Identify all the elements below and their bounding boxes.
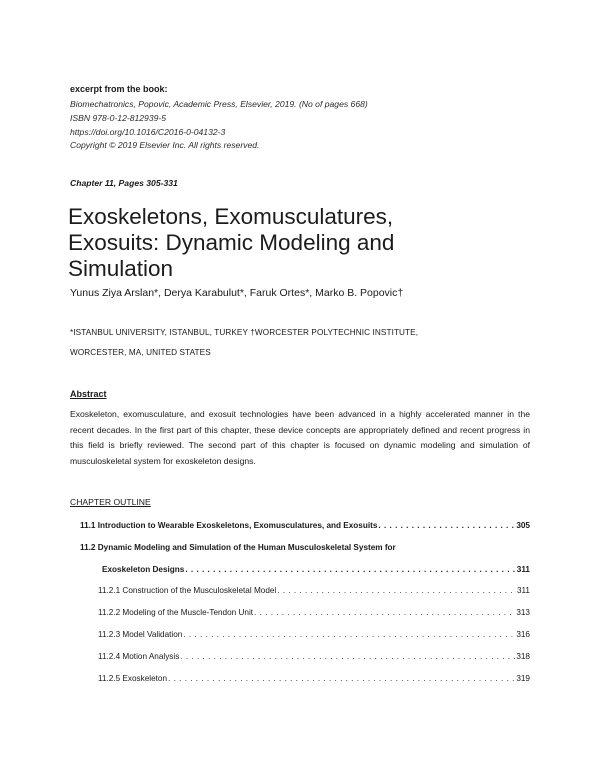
- toc-leader: [378, 521, 515, 530]
- abstract-heading: Abstract: [70, 389, 107, 399]
- toc-entry-11-2-3[interactable]: [98, 630, 530, 639]
- title-line-3: Simulation: [68, 256, 174, 281]
- toc-leader: [180, 652, 515, 661]
- toc-label: 11.2.3 Model Validation: [98, 630, 183, 639]
- toc-page: 311: [516, 586, 530, 595]
- toc-label: 11.2.4 Motion Analysis: [98, 652, 180, 661]
- toc-label: 11.2.1 Construction of the Musculoskeletal Model: [98, 586, 277, 595]
- toc-page: 311: [516, 565, 530, 574]
- authors: Yunus Ziya Arslan*, Derya Karabulut*, Faruk Ortes*, Marko B. Popovic†: [70, 287, 404, 299]
- toc-label: Exoskeleton Designs: [102, 565, 185, 574]
- toc-entry-11-2-5[interactable]: [98, 674, 530, 683]
- title-line-2: Exosuits: Dynamic Modeling and: [68, 230, 395, 255]
- affiliation-line-2: WORCESTER, MA, UNITED STATES: [70, 348, 211, 357]
- doi-link[interactable]: https://doi.org/10.1016/C2016-0-04132-3: [70, 127, 226, 137]
- toc-label: 11.2.5 Exoskeleton: [98, 674, 168, 683]
- abstract-text: Exoskeleton, exomusculature, and exosuit technologies have been advanced in a highly accelerated manner in the recent decades. In the first part of this chapter, these device concepts are appropriately defined and recent progress in this field is briefly reviewed. The second part of this chapter is focused on dynamic modeling and simulation of musculoskeletal system for exoskeleton designs.: [70, 409, 530, 466]
- chapter-pages: Chapter 11, Pages 305-331: [70, 178, 178, 188]
- toc-entry-11-2[interactable]: [80, 543, 530, 552]
- toc-label: 11.2.2 Modeling of the Muscle-Tendon Unit: [98, 608, 254, 617]
- excerpt-label: excerpt from the book:: [70, 84, 168, 94]
- toc-label: 11.1 Introduction to Wearable Exoskeletons, Exomusculatures, and Exosuits: [80, 521, 378, 530]
- citation: Biomechatronics, Popovic, Academic Press, Elsevier, 2019. (No of pages 668): [70, 99, 368, 109]
- affiliation-line-1: *ISTANBUL UNIVERSITY, ISTANBUL, TURKEY †WORCESTER POLYTECHNIC INSTITUTE,: [70, 328, 419, 337]
- toc-entry-11-1[interactable]: [80, 521, 530, 530]
- copyright: Copyright © 2019 Elsevier Inc. All rights reserved.: [70, 140, 260, 150]
- title-line-1: Exoskeletons, Exomusculatures,: [68, 204, 394, 229]
- toc-page: 319: [516, 674, 530, 683]
- toc-entry-11-2-cont[interactable]: [102, 565, 530, 574]
- toc-page: 305: [516, 521, 530, 530]
- toc-page: 313: [516, 608, 530, 617]
- toc-entry-11-2-4[interactable]: [98, 652, 530, 661]
- toc-label: 11.2 Dynamic Modeling and Simulation of the Human Musculoskeletal System for: [80, 543, 396, 552]
- toc-leader: [183, 630, 515, 639]
- toc-entry-11-2-2[interactable]: [98, 608, 530, 617]
- page-title: [68, 204, 538, 282]
- toc-entry-11-2-1[interactable]: [98, 586, 530, 595]
- toc-page: 318: [516, 652, 530, 661]
- toc-page: 316: [516, 630, 530, 639]
- toc-leader: [277, 586, 516, 595]
- outline-heading: CHAPTER OUTLINE: [70, 497, 151, 507]
- toc-leader: [185, 565, 515, 574]
- toc-leader: [168, 674, 515, 683]
- isbn: ISBN 978-0-12-812939-5: [70, 113, 167, 123]
- toc-leader: [254, 608, 515, 617]
